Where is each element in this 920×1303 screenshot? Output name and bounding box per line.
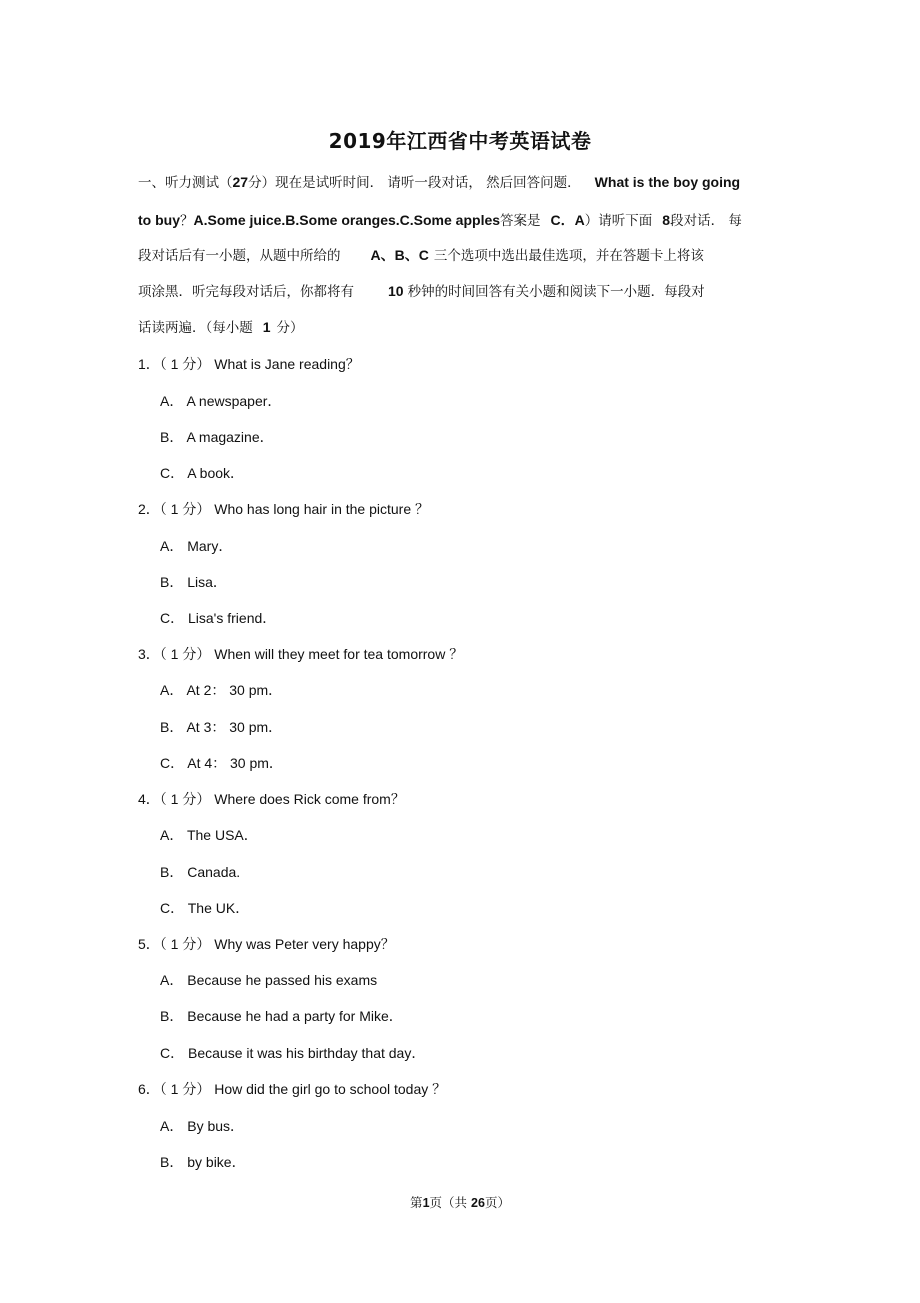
- question-stem: 1．（ 1 分） What is Jane reading？: [138, 356, 360, 372]
- answer-option: B． Lisa．: [160, 574, 227, 590]
- intro-text: 段对话． 每: [670, 213, 742, 229]
- footer-text: 页（共: [429, 1195, 468, 1210]
- answer-option: C． At 4： 30 pm．: [160, 755, 283, 771]
- answer-option: A． At 2： 30 pm．: [160, 682, 283, 698]
- footer-text: 页）: [484, 1195, 510, 1210]
- intro-bold: 1: [262, 319, 271, 335]
- answer-option: A． A newspaper．: [160, 393, 282, 409]
- page-footer: [0, 1193, 920, 1211]
- answer-option: B． A magazine．: [160, 429, 274, 445]
- intro-bold: 8: [662, 212, 671, 228]
- question-stem: 2．（ 1 分） Who has long hair in the picture ？: [138, 501, 430, 517]
- answer-option: B． Because he had a party for Mike．: [160, 1008, 403, 1024]
- answer-option: C． Because it was his birthday that day．: [160, 1045, 426, 1061]
- question-stem: 5．（ 1 分） Why was Peter very happy？: [138, 936, 395, 952]
- intro-line-1: [138, 171, 740, 191]
- answer-option: C． A book．: [160, 465, 245, 481]
- intro-line-5: [138, 316, 304, 336]
- intro-bold: to buy: [138, 212, 180, 228]
- intro-text: 一、听力测试（: [138, 175, 233, 191]
- intro-text: 分）: [276, 320, 304, 336]
- intro-line-2: [138, 209, 742, 230]
- intro-text: 三个选项中选出最佳选项，并在答题卡上将该: [433, 248, 704, 264]
- question-stem: 4．（ 1 分） Where does Rick come from？: [138, 791, 405, 807]
- intro-text: 秒钟的时间回答有关小题和阅读下一小题．每段对: [407, 284, 705, 300]
- answer-option: B． Canada.: [160, 864, 241, 880]
- intro-bold: 10: [388, 283, 404, 299]
- intro-line-4: [138, 280, 705, 300]
- answer-option: B． by bike．: [160, 1154, 246, 1170]
- intro-bold: What is the boy going: [594, 174, 741, 190]
- answer-option: B． At 3： 30 pm．: [160, 719, 283, 735]
- intro-text: 话读两遍．（每小题: [138, 320, 253, 336]
- answer-option: A． Mary．: [160, 538, 233, 554]
- intro-text: 答案是: [500, 213, 541, 229]
- intro-bold: C．A: [550, 212, 585, 228]
- question-stem: 6．（ 1 分） How did the girl go to school today ？: [138, 1081, 447, 1097]
- intro-bold: A.Some juice.B.Some oranges.C.Some apples: [193, 212, 501, 228]
- answer-option: A． The USA．: [160, 827, 258, 843]
- intro-text: ）请听下面: [584, 213, 653, 229]
- intro-line-3: [138, 244, 704, 265]
- question-stem: 3．（ 1 分） When will they meet for tea tomorrow ？: [138, 646, 464, 662]
- intro-text: 项涂黑．听完每段对话后，你都将有: [138, 284, 354, 300]
- page-number: 1: [422, 1196, 430, 1210]
- intro-text: 段对话后有一小题，从题中所给的: [138, 248, 341, 264]
- intro-text: 分）现在是试听时间． 请听一段对话， 然后回答问题．: [248, 175, 581, 191]
- page-title: 2019年江西省中考英语试卷: [328, 129, 592, 153]
- intro-bold: A、B、C: [370, 247, 429, 263]
- answer-option: C． The UK．: [160, 900, 250, 916]
- total-pages: 26: [471, 1196, 485, 1210]
- footer-text: 第: [410, 1195, 423, 1210]
- answer-option: A． By bus．: [160, 1118, 245, 1134]
- intro-text: ？: [180, 213, 194, 229]
- answer-option: A． Because he passed his exams: [160, 972, 378, 988]
- intro-bold: 27: [232, 174, 249, 190]
- answer-option: C． Lisa's friend．: [160, 610, 277, 626]
